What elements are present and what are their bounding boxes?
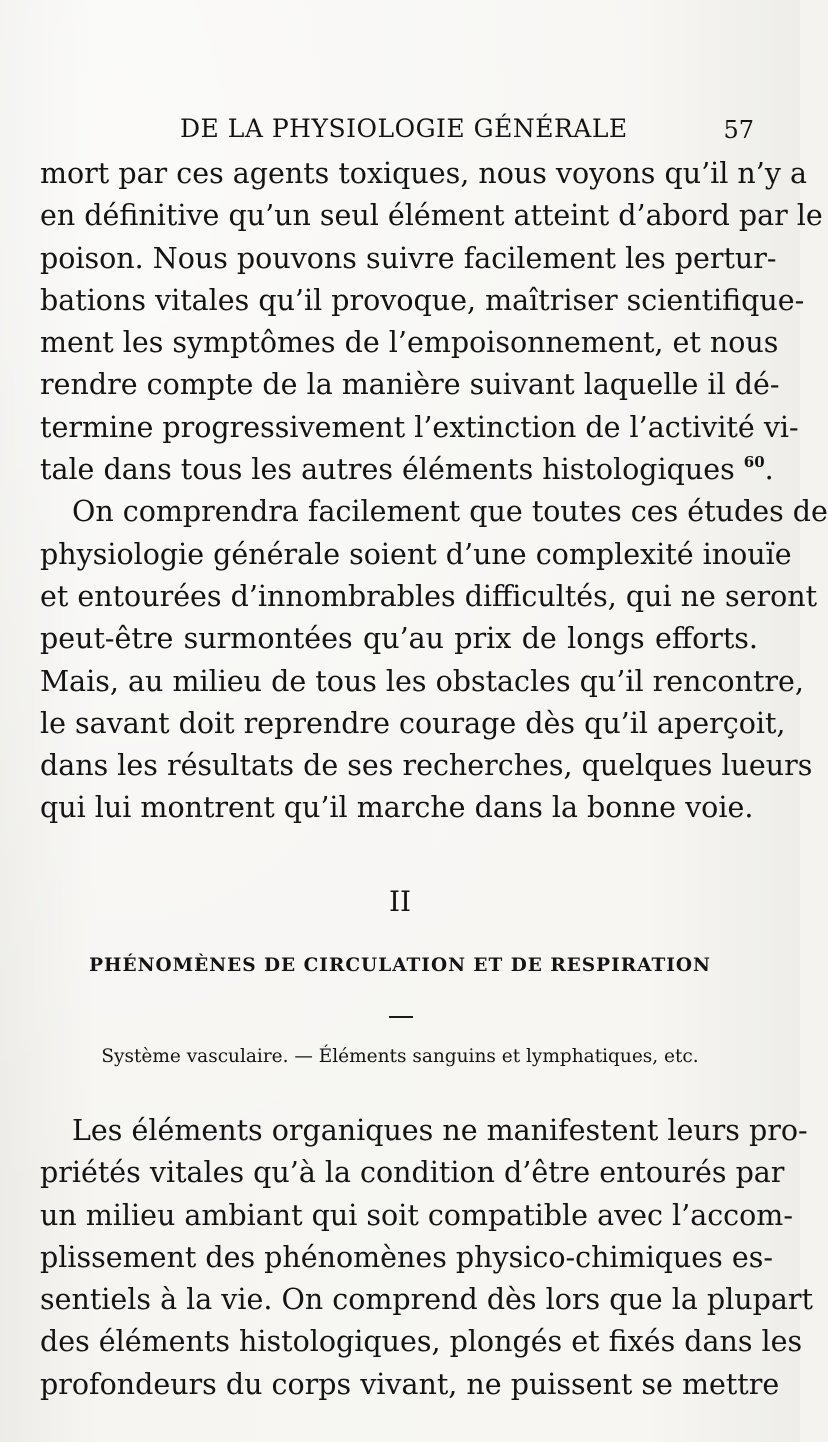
text-line: rendre compte de la manière suivant laquelle il dé- [40, 368, 780, 402]
section-subtitle: Système vasculaire. — Éléments sanguins et lymphatiques, etc. [101, 1046, 699, 1067]
section-title: PHÉNOMÈNES DE CIRCULATION ET DE RESPIRATION [89, 955, 711, 976]
running-title: DE LA PHYSIOLOGIE GÉNÉRALE [180, 114, 628, 143]
text-line: bations vitales qu’il provoque, maîtriser scientifique- [40, 283, 805, 317]
text-line: sentiels à la vie. On comprend dès lors que la plupart [40, 1283, 813, 1317]
text-line-with-note [40, 449, 774, 491]
text-line: profondeurs du corps vivant, ne puissent se mettre [40, 1367, 780, 1401]
text-line: ment les symptômes de l’empoisonnement, et nous [40, 326, 779, 360]
text-line: termine progressivement l’extinction de l’activité vi- [40, 410, 799, 444]
section-divider [389, 1016, 413, 1018]
text-line: physiologie générale soient d’une complexité inouïe [40, 537, 792, 571]
text-line: des éléments histologiques, plongés et fixés dans les [40, 1325, 803, 1359]
page-number: 57 [723, 116, 754, 144]
text-line: poison. Nous pouvons suivre facilement les pertur- [40, 241, 777, 275]
text-line-content: tale dans tous les autres éléments histologiques [40, 453, 735, 487]
text-block-bottom [40, 1110, 813, 1406]
footnote-reference: 60 [743, 453, 765, 472]
line-end-punctuation: . [764, 453, 774, 487]
text-line: en définitive qu’un seul élément atteint d’abord par le [40, 199, 823, 233]
text-line: Les éléments organiques ne manifestent leurs pro- [72, 1114, 808, 1147]
text-line: un milieu ambiant qui soit compatible avec l’accom- [40, 1198, 793, 1232]
text-line: qui lui montrent qu’il marche dans la bonne voie. [40, 791, 754, 825]
text-line: On comprendra facilement que toutes ces études de [72, 495, 828, 529]
text-line: et entourées d’innombrables difficultés, qui ne seront [40, 579, 818, 613]
text-line: priétés vitales qu’à la condition d’être entourés par [40, 1156, 785, 1190]
running-head [40, 108, 760, 148]
text-line: mort par ces agents toxiques, nous voyons qu’il n’y a [40, 157, 807, 190]
text-line: plissement des phénomènes physico-chimiques es- [40, 1240, 773, 1274]
section-number: II [388, 885, 412, 918]
text-line: Mais, au milieu de tous les obstacles qu’il rencontre, [40, 664, 804, 698]
text-block-top [40, 153, 828, 830]
text-line: peut-être surmontées qu’au prix de longs efforts. [40, 622, 758, 656]
text-line: le savant doit reprendre courage dès qu’il aperçoit, [40, 706, 786, 740]
text-line: dans les résultats de ses recherches, quelques lueurs [40, 749, 813, 783]
